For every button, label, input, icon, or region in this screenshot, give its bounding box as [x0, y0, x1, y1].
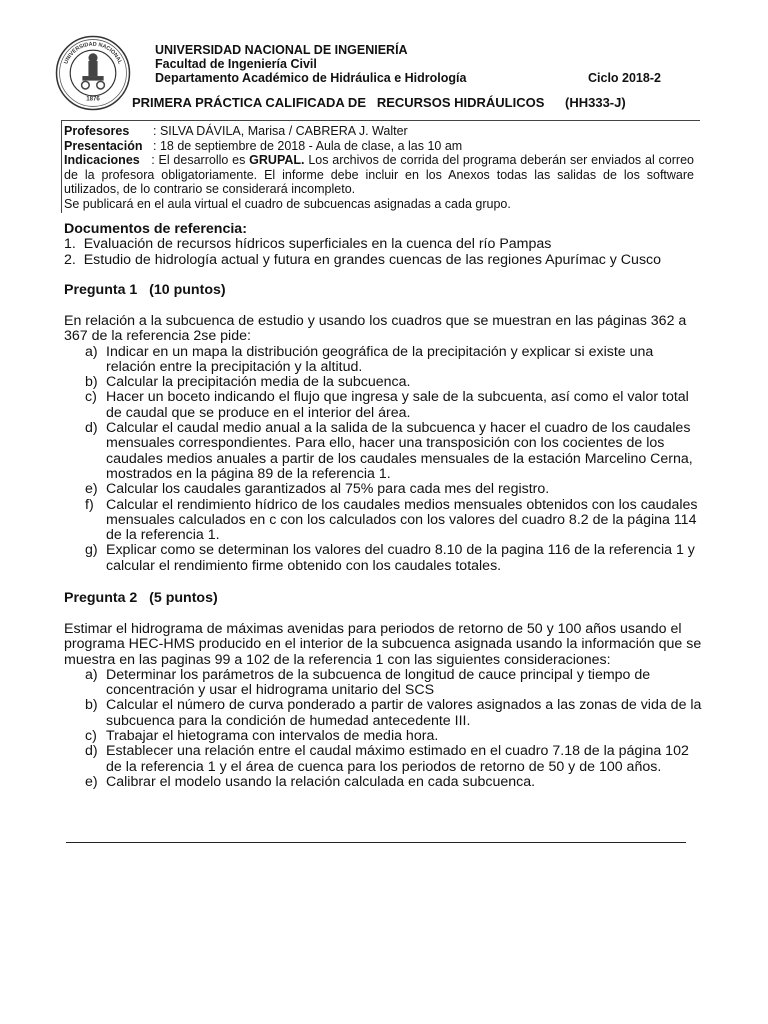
list-item: e) Calibrar el modelo usando la relación calculada en cada subcuenca.	[85, 773, 536, 790]
cycle-label: Ciclo 2018-2	[588, 71, 661, 85]
indicaciones-pre: : El desarrollo es	[139, 153, 250, 168]
faculty-name: Facultad de Ingeniería Civil	[155, 57, 317, 71]
presentacion-row	[64, 139, 694, 154]
pregunta1-heading: Pregunta 1 (10 puntos)	[64, 282, 226, 298]
pregunta2-section	[64, 622, 704, 790]
list-item: d) Establecer una relación entre el caudal máximo estimado en el cuadro 7.18 de la página 102 de la referencia 1 y el área de cuenca para los periodos de retorno de 50 y de 100 años.	[85, 743, 689, 775]
pregunta2-heading: Pregunta 2 (5 puntos)	[64, 590, 218, 606]
list-item: c) Hacer un boceto indicando el flujo que ingresa y sale de la subcuenta, así como el valor total de caudal que se produce en el interior del área.	[85, 389, 689, 421]
indicaciones-text: Los archivos de corrida del programa deberán ser enviados al correo de la profesora obligatoriamente. El informe debe incluir en los Anexos todas las salidas de los software utilizados, de lo contrario se considerará incompleto.	[64, 153, 694, 197]
indicaciones-label: Indicaciones	[64, 153, 140, 168]
documentos-heading: Documentos de referencia:	[64, 221, 247, 237]
indicaciones-bold: GRUPAL.	[249, 153, 305, 168]
list-item: a) Indicar en un mapa la distribución geográfica de la precipitación y explicar si existe una relación entre la precipitación y la altitud.	[85, 343, 654, 375]
list-item: a) Determinar los parámetros de la subcuenca de longitud de cauce principal y tiempo de concentración y usar el hidrograma unitario del SCS	[85, 666, 651, 699]
pregunta1-list	[85, 345, 704, 574]
department-name: Departamento Académico de Hidráulica e Hidrología	[155, 71, 467, 85]
university-name: UNIVERSIDAD NACIONAL DE INGENIERÍA	[155, 43, 408, 57]
info-section	[64, 124, 694, 212]
exam-title: PRIMERA PRÁCTICA CALIFICADA DE RECURSOS HIDRÁULICOS	[132, 95, 545, 110]
bottom-divider	[66, 842, 686, 843]
reference-item: 2. Estudio de hidrología actual y futura en grandes cuencas de las regiones Apurímac y Cusco	[64, 251, 662, 268]
list-item: g) Explicar como se determinan los valores del cuadro 8.10 de la pagina 116 de la referencia 1 y calcular el rendimiento firme obtenido con los caudales totales.	[85, 542, 695, 574]
list-item: b) Calcular el número de curva ponderado a partir de valores asignados a las zonas de vida de la subcuenca para la condición de humedad antecedente III.	[85, 697, 702, 729]
presentacion-label: Presentación	[64, 138, 143, 153]
documentos-section	[64, 222, 704, 268]
indicaciones-row	[64, 153, 694, 197]
reference-item: 1. Evaluación de recursos hídricos superficiales en la cuenca del río Pampas	[64, 236, 552, 253]
course-code: (HH333-J)	[565, 95, 626, 110]
pregunta1-section	[64, 314, 704, 574]
profesores-value: : SILVA DÁVILA, Marisa / CABRERA J. Walter	[153, 124, 408, 138]
pregunta2-intro: Estimar el hidrograma de máximas avenidas para periodos de retorno de 50 y 100 años usando el programa HEC-HMS producido en el interior de la subcuenca asignada usando la información que se muestra en las paginas 99 a 102 de la referencia 1 con las siguientes consideraciones:	[64, 621, 702, 668]
publicara-note: Se publicará en el aula virtual el cuadro de subcuencas asignadas a cada grupo.	[64, 196, 511, 211]
svg-text:1876: 1876	[86, 95, 100, 103]
profesores-label: Profesores	[64, 124, 130, 138]
svg-text:UNIVERSIDAD NACIONAL: UNIVERSIDAD NACIONAL	[63, 41, 123, 66]
list-item: c) Trabajar el hietograma con intervalos de media hora.	[85, 728, 439, 745]
list-item: b) Calcular la precipitación media de la subcuenca.	[85, 374, 411, 391]
list-item: d) Calcular el caudal medio anual a la salida de la subcuenca y hacer el cuadro de los caudales mensuales correspondientes. Para ello, hacer una transposición con los cocientes de los caudales medios anuales a partir de los caudales mensuales de la estación Marcelino Cerna, mostrados en la página 89 de la referencia 1.	[85, 420, 693, 482]
university-seal-logo	[55, 35, 131, 111]
list-item: f) Calcular el rendimiento hídrico de los caudales medios mensuales obtenidos con los caudales mensuales calculados en c con los calculados con los valores del cuadro 8.2 de la página 114 de la referencia 1.	[85, 496, 698, 544]
profesores-row	[64, 124, 694, 139]
pregunta1-intro: En relación a la subcuenca de estudio y usando los cuadros que se muestran en las páginas 362 a 367 de la referencia 2se pide:	[64, 313, 687, 345]
pregunta2-list	[85, 668, 704, 790]
list-item: e) Calcular los caudales garantizados al 75% para cada mes del registro.	[85, 481, 550, 498]
presentacion-value: : 18 de septiembre de 2018 - Aula de clase, a las 10 am	[153, 138, 463, 153]
